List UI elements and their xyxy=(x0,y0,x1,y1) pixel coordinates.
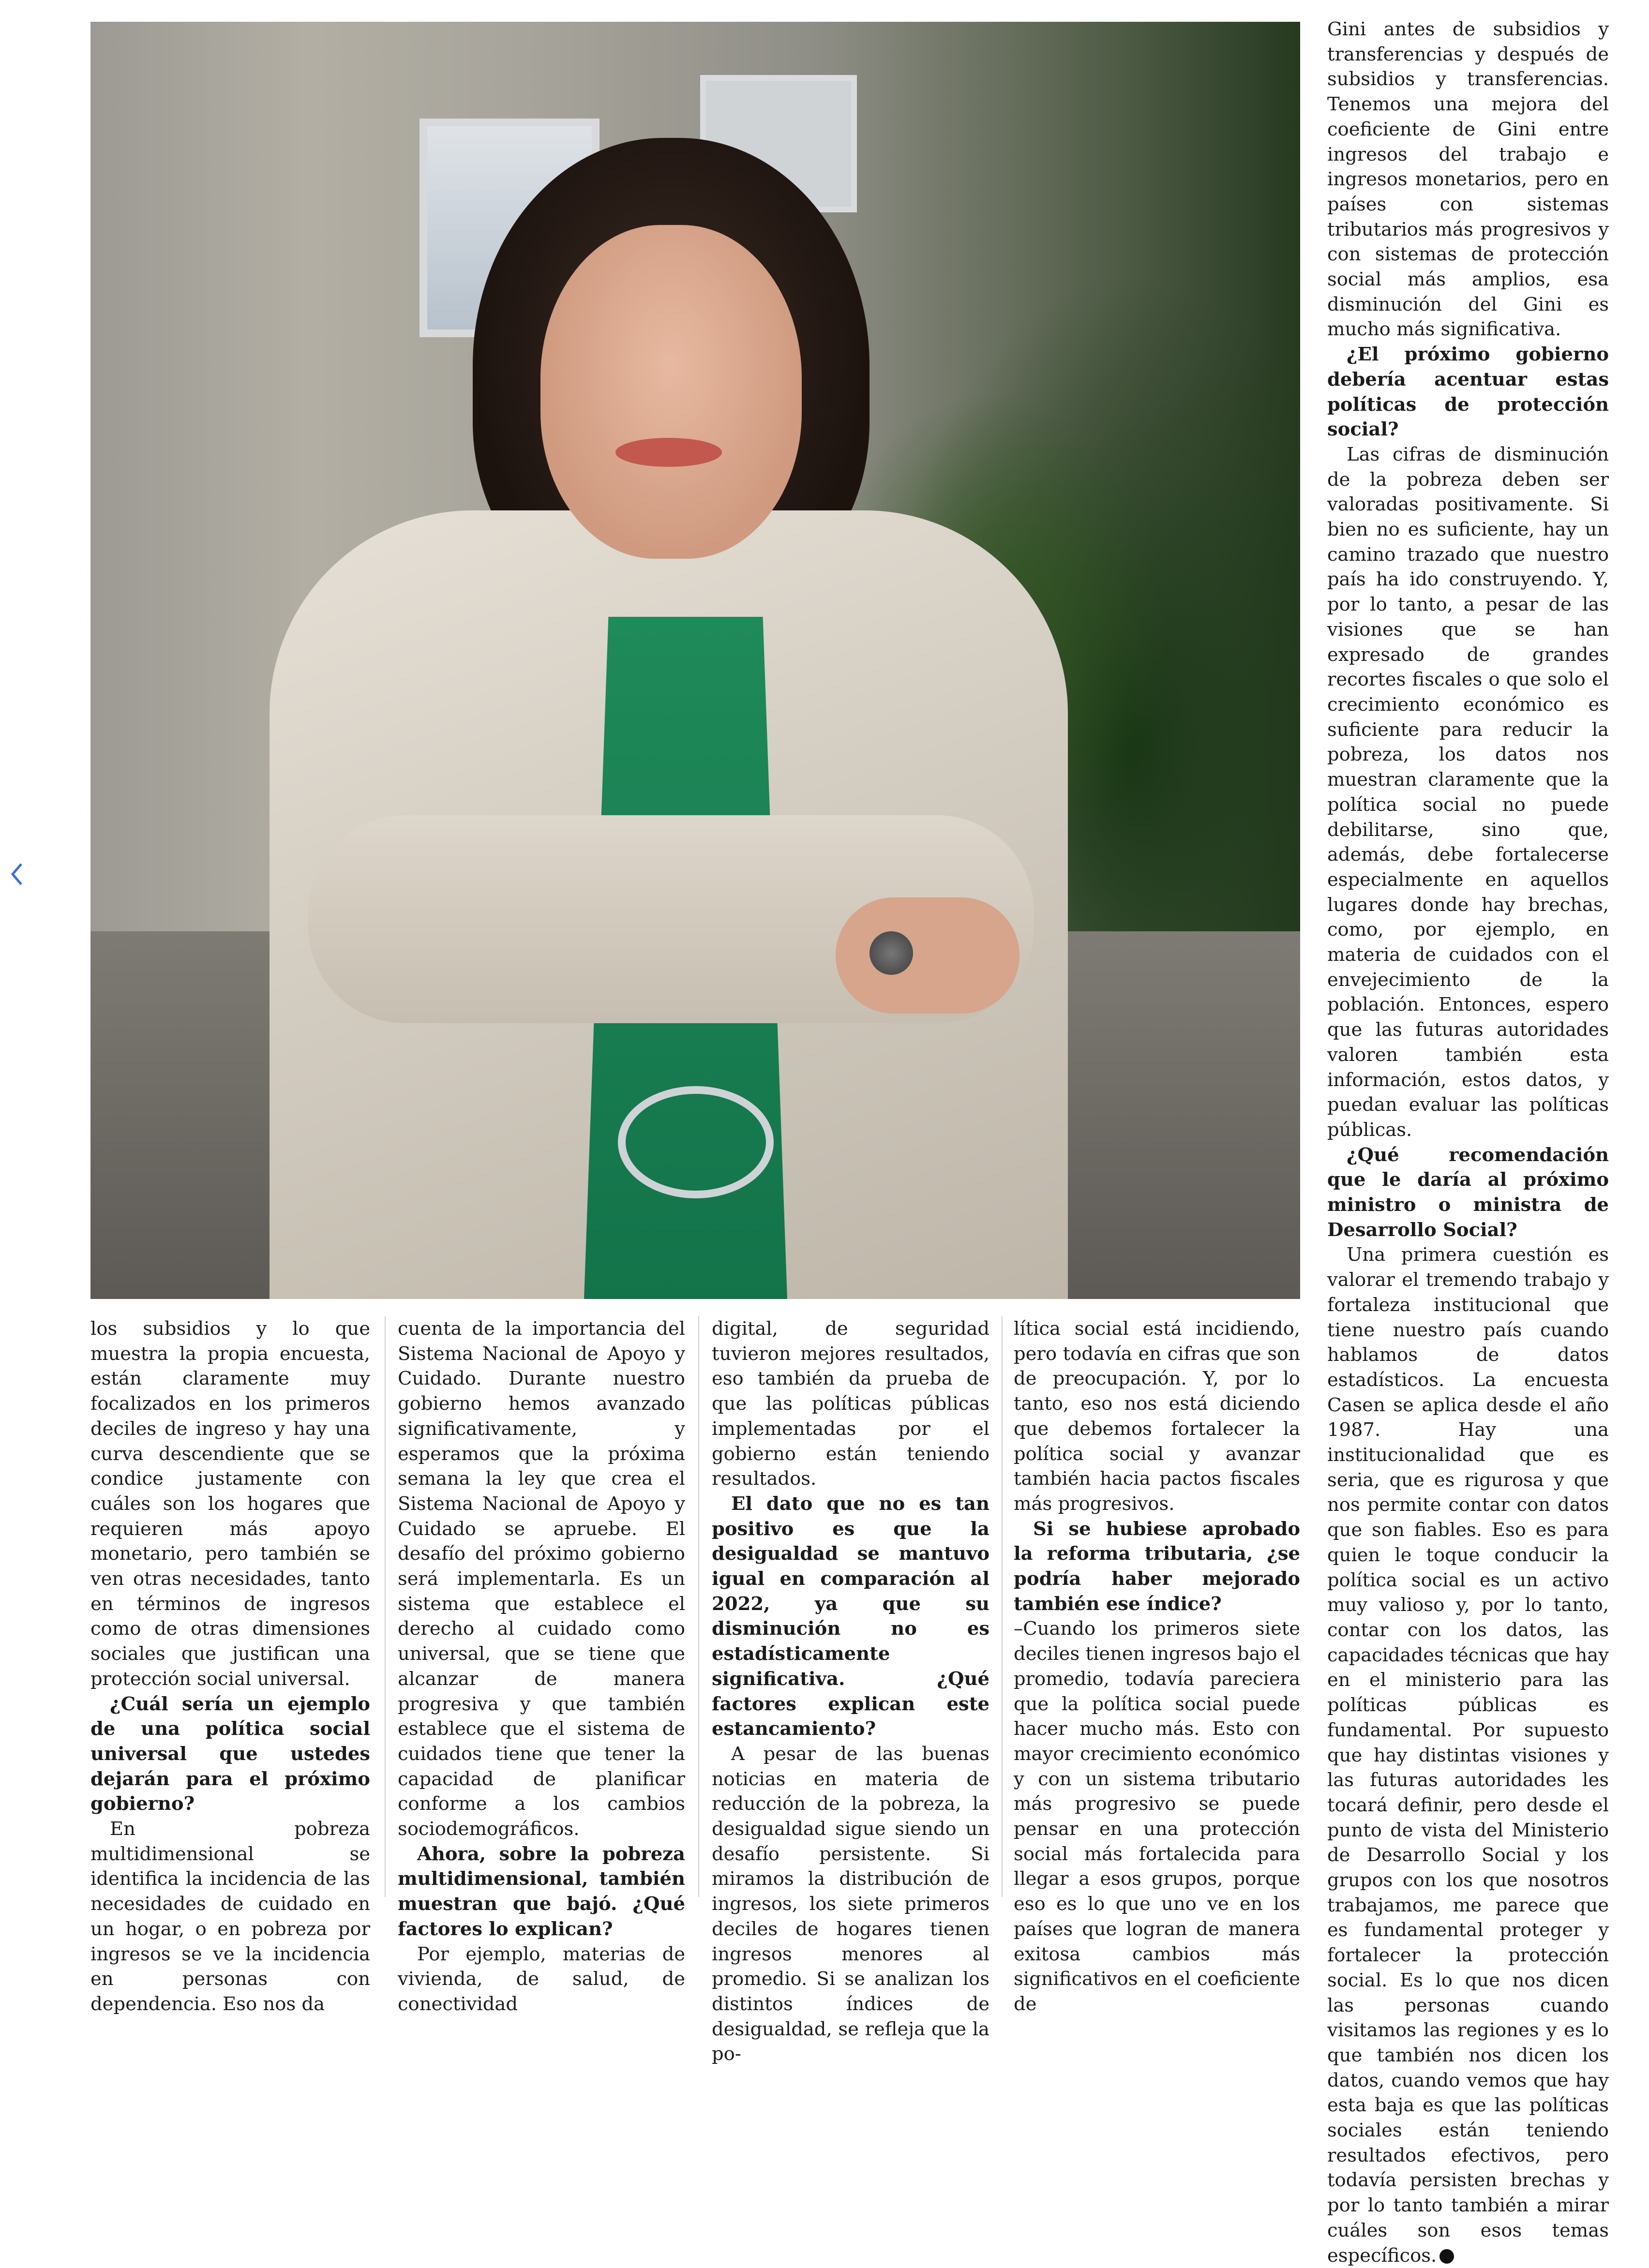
article-paragraph: Una primera cuestión es valorar el tremendo trabajo y fortaleza institucional que tiene nuestro país cuando hablamos de datos estadísticos. La encuesta Casen se aplica desde el año 1987. Hay una institucionalidad que es seria, que es rigurosa y que nos permite contar con datos que son fiables. Eso es para quien le toque conducir la política social es un activo muy valioso y, por lo tanto, contar con los datos, las capacidades técnicas que hay en el ministerio para las políticas públicas es fundamental. Por supuesto que hay distintas visiones y las futuras autoridades les tocará definir, pero desde el punto de vista del Ministerio de Desarrollo Social y los grupos con los que nosotros trabajamos, me parece que es fundamental proteger y fortalecer la protección social. Es lo que nos dicen las personas cuando visitamos las regiones y es lo que también nos dicen los datos, cuando vemos que hay esta baja es que las políticas sociales están teniendo resultados efectivos, pero todavía persisten brechas y por lo tanto también a mirar cuáles son esos temas específicos. xyxy=(1327,1242,1609,2268)
column-divider xyxy=(1002,1316,1003,1897)
belt-buckle xyxy=(618,1086,774,1198)
interview-question: ¿Qué recomendación que le daría al próximo ministro o ministra de Desarrollo Social? xyxy=(1327,1144,1609,1241)
portrait-photo xyxy=(90,22,1300,1299)
article-column-3 xyxy=(712,1316,989,2067)
article-column-5 xyxy=(1327,17,1609,2268)
interview-question: Si se hubiese aprobado la reforma tributaria, ¿se podría haber mejorado también ese índice? xyxy=(1014,1518,1300,1615)
chevron-left-icon xyxy=(10,862,24,886)
article-paragraph: digital, de seguridad tuvieron mejores resultados, eso también da prueba de que las políticas públicas implementadas por el gobierno están teniendo resultados. xyxy=(712,1318,989,1490)
article-paragraph: Por ejemplo, materias de vivienda, de salud, de conectividad xyxy=(398,1943,685,2015)
hand xyxy=(836,897,1019,1014)
article-paragraph: A pesar de las buenas noticias en materia de reducción de la pobreza, la desigualdad sigue siendo un desafío persistente. Si miramos la distribución de ingresos, los siete primeros deciles de hogares tienen ingresos menores al promedio. Si se analizan los distintos índices de desigualdad, se refleja que la po- xyxy=(712,1743,989,2065)
interview-question: ¿El próximo gobierno debería acentuar estas políticas de protección social? xyxy=(1327,343,1609,441)
article-paragraph: los subsidios y lo que muestra la propia encuesta, están claramente muy focalizados en los primeros deciles de ingreso y hay una curva descendiente que se condice justamente con cuáles son los hogares que requieren más apoyo monetario, pero también se ven otras necesidades, tanto en términos de ingresos como de otras dimensiones sociales que justifican una protección social universal. xyxy=(90,1318,370,1690)
column-divider xyxy=(385,1316,386,1897)
article-paragraph: cuenta de la importancia del Sistema Nacional de Apoyo y Cuidado. Durante nuestro gobierno hemos avanzado significativamente, y esperamos que la próxima semana la ley que crea el Sistema Nacional de Apoyo y Cuidado se apruebe. El desafío del próximo gobierno será implementarla. Es un sistema que establece el derecho al cuidado como universal, que se tiene que alcanzar de manera progresiva y que también establece que el sistema de cuidados tiene que tener la capacidad de planificar conforme a los cambios sociodemográficos. xyxy=(398,1318,685,1840)
article-column-4 xyxy=(1014,1316,1300,2017)
column-divider xyxy=(698,1316,699,1897)
article-paragraph: En pobreza multidimensional se identifica la incidencia de las necesidades de cuidado en un hogar, o en pobreza por ingresos se ve la incidencia en personas con dependencia. Eso nos da xyxy=(90,1818,370,2015)
article-column-2 xyxy=(398,1316,685,2017)
interview-question: El dato que no es tan positivo es que la desigualdad se mantuvo igual en comparación al 2022, ya que su disminución no es estadísticamente significativa. ¿Qué factores explican este estancamiento? xyxy=(712,1492,989,1740)
article-paragraph: Las cifras de disminución de la pobreza deben ser valoradas positivamente. Si bien no es suficiente, hay un camino trazado que nuestro país ha ido construyendo. Y, por lo tanto, a pesar de las visiones que se han expresado de grandes recortes fiscales o que solo el crecimiento económico es suficiente para reducir la pobreza, los datos nos muestran claramente que la política social no puede debilitarse, sino que, además, debe fortalecerse especialmente en aquellos lugares donde hay brechas, como, por ejemplo, en materia de cuidados con el envejecimiento de la población. Entonces, espero que las futuras autoridades valoren también esta información, estos datos, y puedan evaluar las políticas públicas. xyxy=(1327,443,1609,1141)
lips xyxy=(615,438,722,467)
interview-question: Ahora, sobre la pobreza multidimensional, también muestran que bajó. ¿Qué factores lo explican? xyxy=(398,1843,685,1940)
article-paragraph: lítica social está incidiendo, pero todavía en cifras que son de preocupación. Y, por lo tanto, eso nos está diciendo que debemos fortalecer la política social y avanzar también hacia pactos fiscales más progresivos. xyxy=(1014,1318,1300,1515)
ring xyxy=(869,931,913,975)
face xyxy=(540,225,802,559)
interview-question: ¿Cuál sería un ejemplo de una política social universal que ustedes dejarán para el próximo gobierno? xyxy=(90,1693,370,1815)
article-paragraph: –Cuando los primeros siete deciles tienen ingresos bajo el promedio, todavía pareciera que la política social puede hacer mucho más. Esto con mayor crecimiento económico y con un sistema tributario más progresivo se puede pensar en una protección social más fortalecida para llegar a esos grupos, porque eso es lo que uno ve en los países que logran de manera exitosa cambios más significativos en el coeficiente de xyxy=(1014,1618,1300,2015)
previous-page-button[interactable] xyxy=(5,857,29,891)
article-paragraph: Gini antes de subsidios y transferencias y después de subsidios y transferencias. Tenemos una mejora del coeficiente de Gini entre ingresos del trabajo e ingresos monetarios, pero en países con sistemas tributarios más progresivos y con sistemas de protección social más amplios, esa disminución del Gini es mucho más significativa. xyxy=(1327,18,1609,341)
article-column-1 xyxy=(90,1316,370,2017)
